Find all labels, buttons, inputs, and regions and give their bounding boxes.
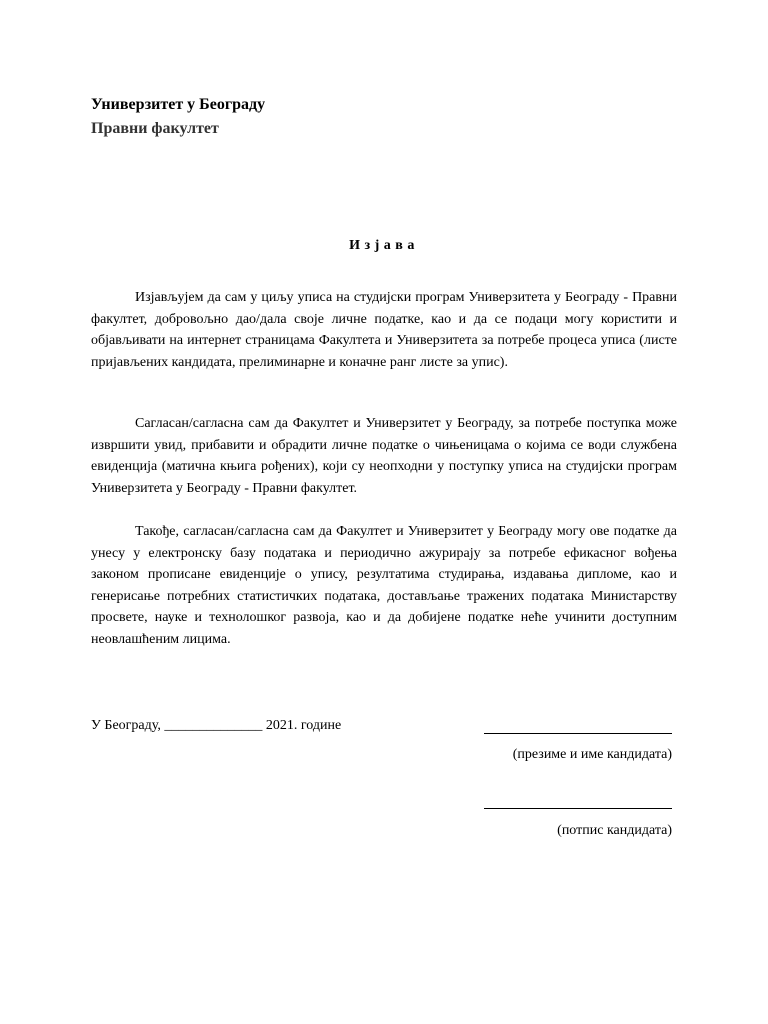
university-name: Универзитет у Београду: [91, 96, 266, 113]
name-caption: (презиме и име кандидата): [512, 747, 672, 762]
faculty-name: Правни факултет: [91, 120, 219, 137]
document-title: Изјава: [349, 238, 419, 253]
place-date-line: У Београду, ______________ 2021. године: [91, 718, 342, 733]
signature-caption: (потпис кандидата): [557, 823, 672, 838]
document-header: [91, 93, 265, 141]
statement-paragraph-1: Изјављујем да сам у циљу уписа на студијски програм Универзитета у Београду - Правни факултет, добровољно дао/дала своје личне податке, као и да се подаци могу користити и објављивати на интернет страницама Факултета и Универзитета за потребе процеса уписа (листе пријављених кандидата, прелиминарне и коначне ранг листе за упис).: [91, 290, 677, 370]
name-signature-line: [484, 733, 672, 734]
signature-line: [484, 808, 672, 809]
statement-paragraph-3: Такође, сагласан/сагласна сам да Факултет и Универзитет у Београду могу ове податке да унесу у електронску базу података и периодично ажурирају за потребе ефикасног вођења законом прописане евиденције о упису, резултатима студирања, издавања дипломе, као и генерисање потребних статистичких података, достављање тражених података Министарству просвете, науке и технолошког развоја, као и да добијене податке неће учинити доступним неовлашћеним лицима.: [91, 524, 677, 647]
statement-paragraph-2: Сагласан/сагласна сам да Факултет и Универзитет у Београду, за потребе поступка може извршити увид, прибавити и обрадити личне податке о чињеницама о којима се води службена евиденција (матична књига рођених), који су неопходни у поступку уписа на студијски програм Универзитета у Београду - Правни факултет.: [91, 416, 677, 496]
